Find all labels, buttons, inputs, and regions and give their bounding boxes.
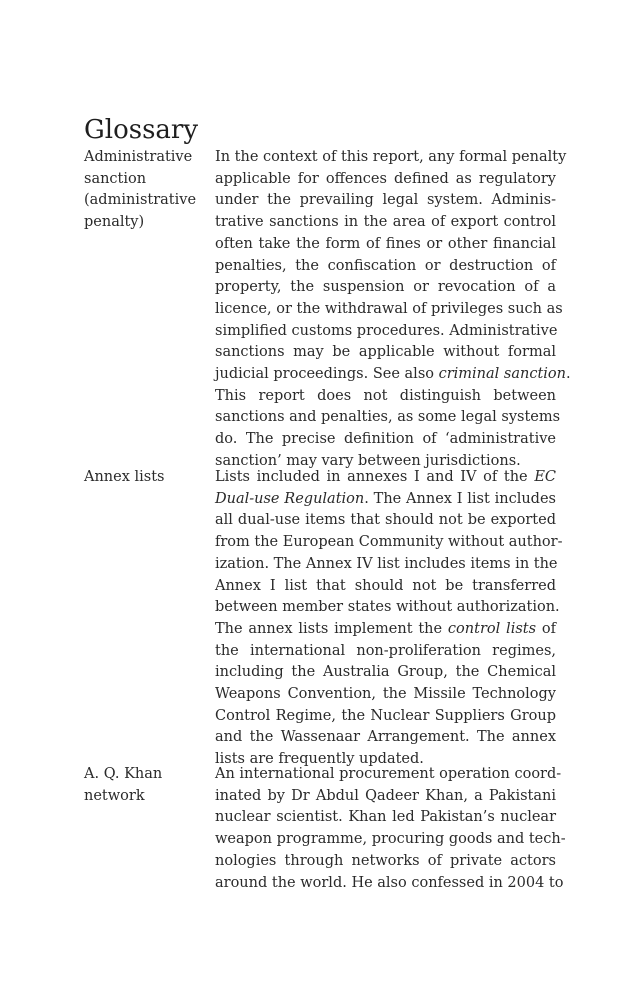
glossary-definition — [215, 764, 566, 894]
definition-line: penalties, the confiscation or destruction of — [215, 257, 556, 274]
definition-line: Annex I list that should not be transferred — [215, 577, 556, 594]
definition-line: This report does not distinguish between — [215, 387, 556, 404]
term-line: network — [84, 787, 145, 804]
page-title: Glossary — [84, 115, 199, 146]
definition-text: . The Annex I list includes — [364, 490, 556, 507]
definition-line: often take the form of fines or other financial — [215, 235, 556, 252]
cross-reference: Dual-use Regulation — [215, 490, 365, 507]
definition-line: sanction’ may vary between jurisdictions. — [215, 452, 521, 469]
definition-line: and the Wassenaar Arrangement. The annex — [215, 729, 556, 746]
definition-line: simplified customs procedures. Administrative — [215, 322, 558, 339]
definition-line — [215, 619, 556, 641]
definition-text: of — [541, 620, 556, 637]
definition-line — [215, 467, 556, 489]
term-line: (administrative — [84, 192, 197, 209]
definition-line: between member states without authorization. — [215, 599, 560, 616]
glossary-term — [84, 764, 202, 807]
definition-line: including the Australia Group, the Chemical — [215, 664, 556, 681]
glossary-term — [84, 467, 202, 489]
definition-line: In the context of this report, any formal penalty — [215, 149, 567, 165]
definition-line: property, the suspension or revocation of a — [215, 279, 556, 296]
glossary-definition — [215, 467, 563, 771]
term-line: penalty) — [84, 214, 145, 231]
definition-line: around the world. He also confessed in 2004 to — [215, 874, 564, 891]
definition-line: inated by Dr Abdul Qadeer Khan, a Pakistani — [215, 787, 556, 804]
definition-text: . — [566, 366, 571, 383]
definition-line: the international non-proliferation regimes, — [215, 642, 556, 659]
definition-line: nologies through networks of private actors — [215, 852, 556, 869]
glossary-term — [84, 147, 202, 234]
cross-reference: criminal sanction — [438, 366, 566, 383]
definition-line: sanctions and penalties, as some legal systems — [215, 409, 561, 426]
definition-line — [215, 364, 571, 386]
definition-line: weapon programme, procuring goods and tech- — [215, 831, 566, 848]
cross-reference: control lists — [447, 620, 537, 637]
definition-text: Lists included in annexes I and IV of the — [215, 469, 528, 485]
term-line: sanction — [84, 170, 147, 187]
definition-line: from the European Community without author- — [215, 534, 563, 551]
definition-line: nuclear scientist. Khan led Pakistan’s nuclear — [215, 809, 556, 826]
definition-line: under the prevailing legal system. Adminis- — [215, 192, 556, 209]
definition-text: The annex lists implement the — [215, 620, 443, 637]
definition-line: applicable for offences defined as regulatory — [215, 170, 556, 187]
term-line: Administrative — [84, 149, 193, 165]
definition-line: licence, or the withdrawal of privileges such as — [215, 300, 563, 317]
term-line: A. Q. Khan — [84, 766, 163, 782]
definition-line: trative sanctions in the area of export control — [215, 214, 556, 231]
glossary-definition — [215, 147, 571, 473]
definition-line: An international procurement operation coord- — [215, 766, 562, 782]
definition-text: judicial proceedings. See also — [215, 366, 434, 383]
definition-line: ization. The Annex IV list includes items in the — [215, 555, 558, 572]
definition-line: Control Regime, the Nuclear Suppliers Group — [215, 707, 556, 724]
definition-line — [215, 489, 556, 511]
term-line: Annex lists — [84, 469, 165, 485]
definition-line: do. The precise definition of ‘administrative — [215, 431, 556, 448]
definition-line: all dual-use items that should not be exported — [215, 512, 556, 529]
definition-line: sanctions may be applicable without formal — [215, 344, 556, 361]
definition-line: Weapons Convention, the Missile Technology — [215, 686, 556, 703]
cross-reference: EC — [534, 469, 556, 485]
definition-line: lists are frequently updated. — [215, 751, 424, 768]
